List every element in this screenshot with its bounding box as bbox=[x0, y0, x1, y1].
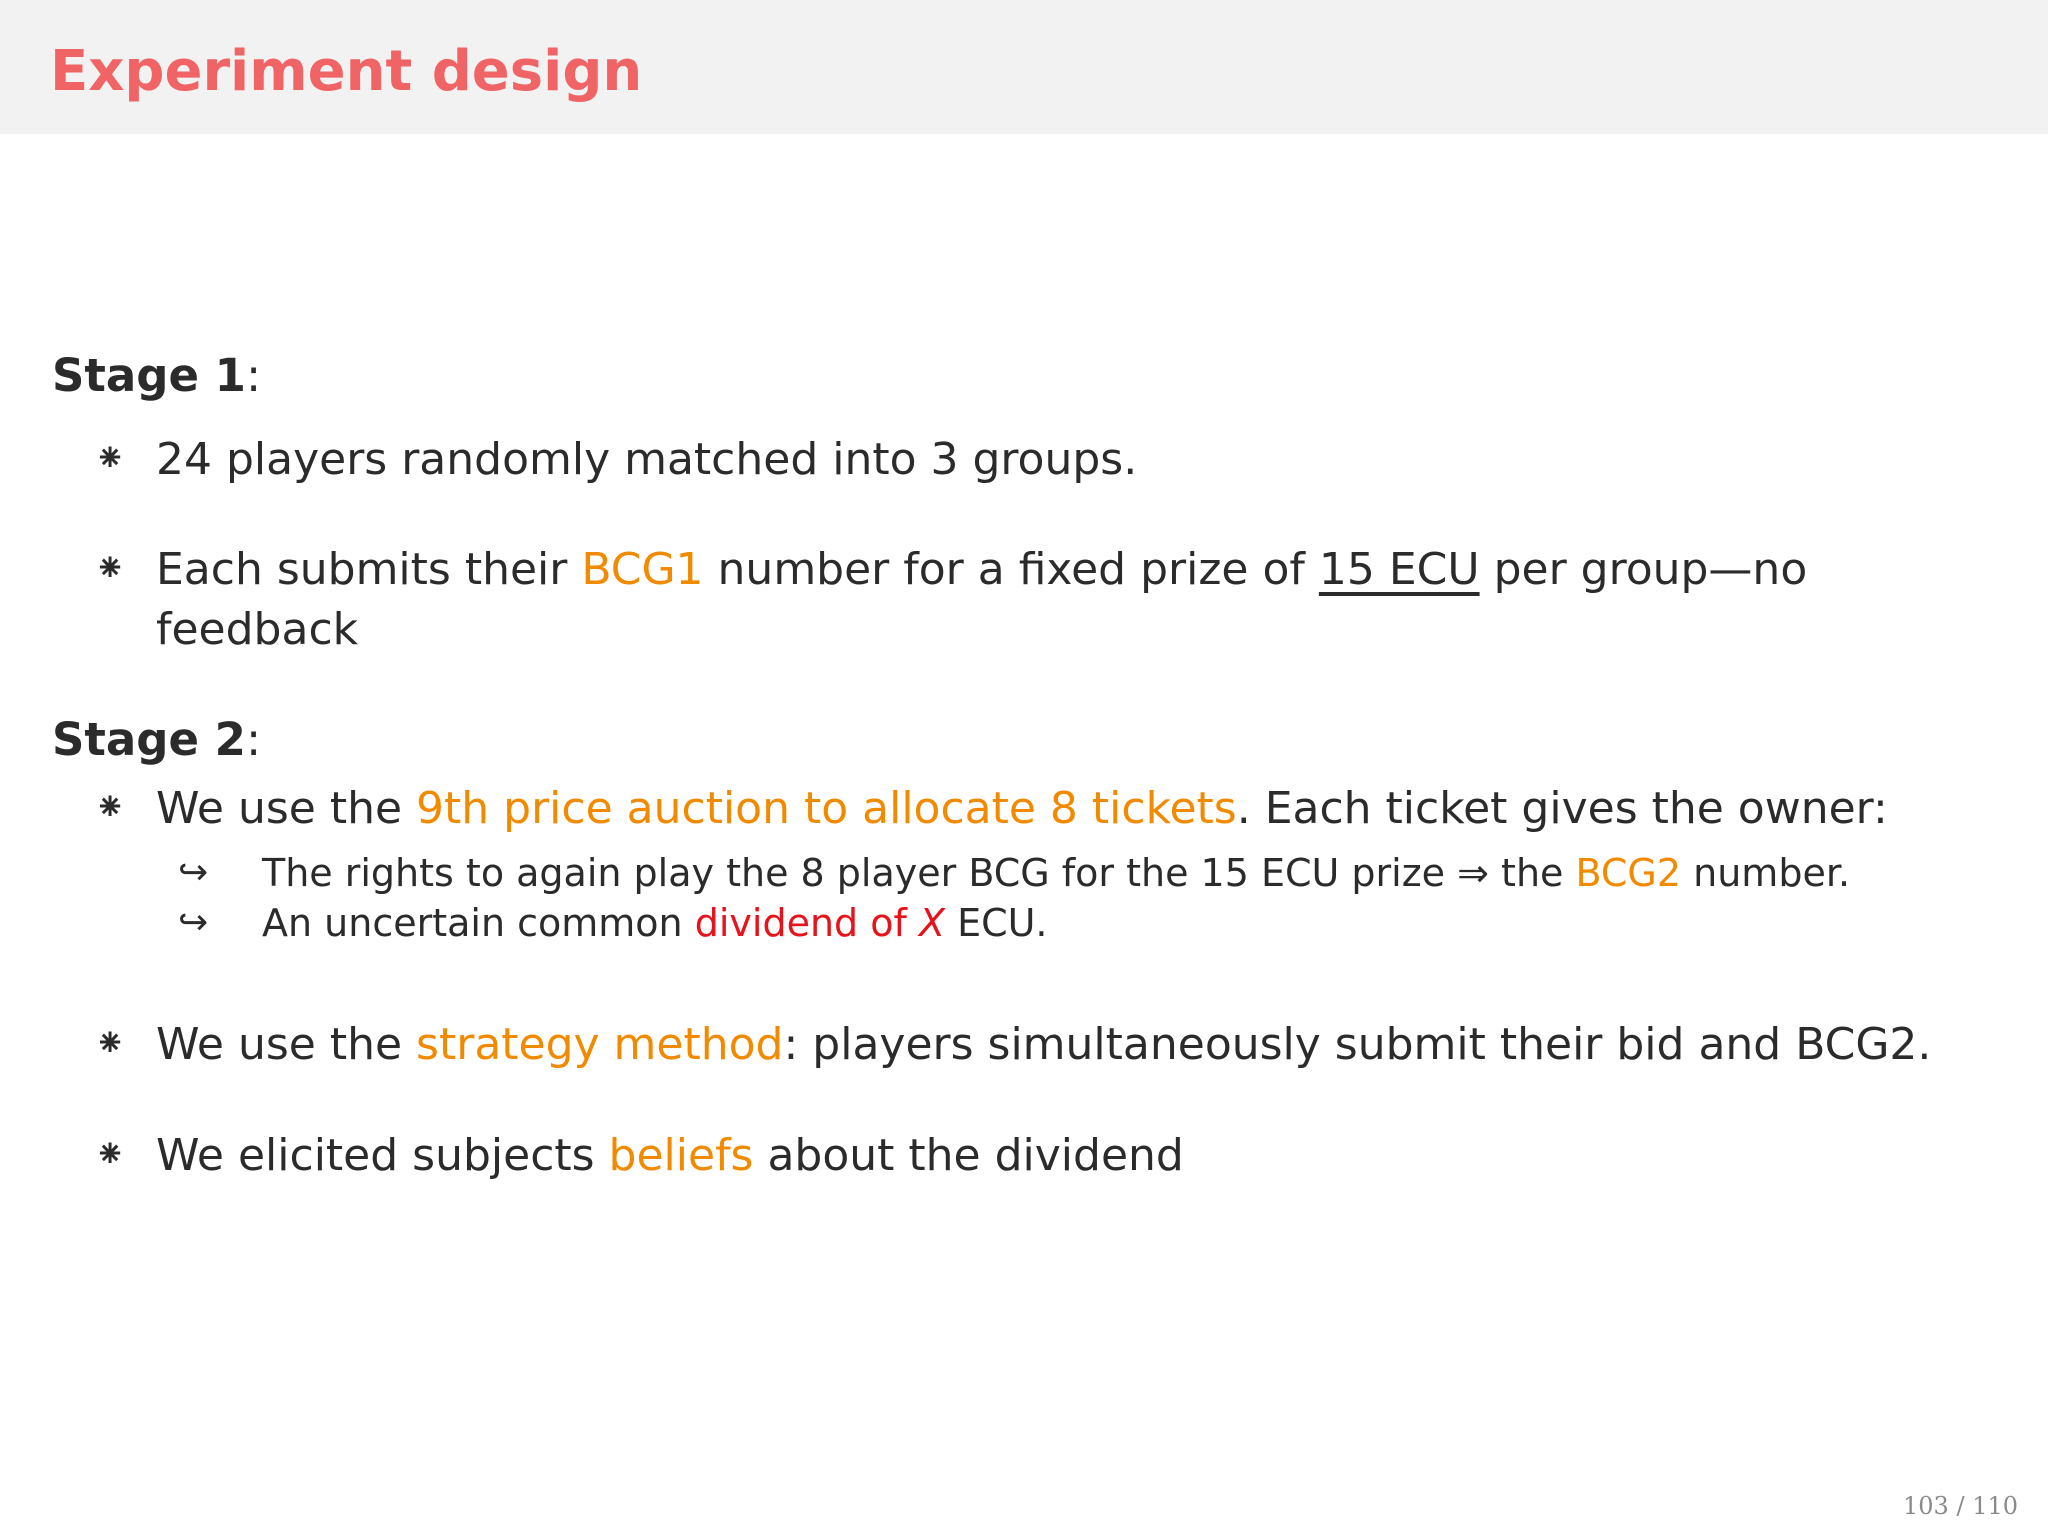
bullet-text: We use the 9th price auction to allocate 8 tickets. Each ticket gives the owner: bbox=[156, 783, 1888, 834]
subitem-text: An uncertain common dividend of X ECU. bbox=[262, 901, 1048, 945]
dividend-highlight: dividend of bbox=[694, 901, 919, 945]
page-number: 103 / 110 bbox=[1903, 1492, 2018, 1520]
asterism-bullet-icon: ⁕ bbox=[94, 785, 126, 829]
bcg2-highlight: BCG2 bbox=[1575, 851, 1682, 895]
stage-2-heading: Stage 2: bbox=[52, 713, 262, 766]
asterism-bullet-icon: ⁕ bbox=[94, 1021, 126, 1065]
slide-title: Experiment design bbox=[50, 39, 643, 104]
dividend-variable: X bbox=[918, 901, 945, 945]
bullet-text: 24 players randomly matched into 3 groups. bbox=[156, 434, 1138, 485]
bullet-text: Each submits their BCG1 number for a fixed prize of 15 ECU per group—no feedback bbox=[156, 544, 1808, 655]
auction-highlight: 9th price auction to allocate 8 tickets bbox=[416, 783, 1237, 834]
bullet-text: We use the strategy method: players simultaneously submit their bid and BCG2. bbox=[156, 1019, 1932, 1070]
prize-underlined: 15 ECU bbox=[1318, 544, 1480, 595]
asterism-bullet-icon: ⁕ bbox=[94, 546, 126, 590]
subitem-text: The rights to again play the 8 player BCG for the 15 ECU prize ⇒ the BCG2 number. bbox=[262, 851, 1851, 895]
beliefs-highlight: beliefs bbox=[608, 1130, 754, 1181]
strategy-method-highlight: strategy method bbox=[416, 1019, 784, 1070]
stage-1-heading: Stage 1: bbox=[52, 349, 262, 402]
hook-arrow-icon: ↪ bbox=[178, 902, 209, 943]
hook-arrow-icon: ↪ bbox=[178, 852, 209, 893]
bullet-text: We elicited subjects beliefs about the dividend bbox=[156, 1130, 1184, 1181]
asterism-bullet-icon: ⁕ bbox=[94, 1132, 126, 1176]
bcg1-highlight: BCG1 bbox=[581, 544, 704, 595]
asterism-bullet-icon: ⁕ bbox=[94, 436, 126, 480]
